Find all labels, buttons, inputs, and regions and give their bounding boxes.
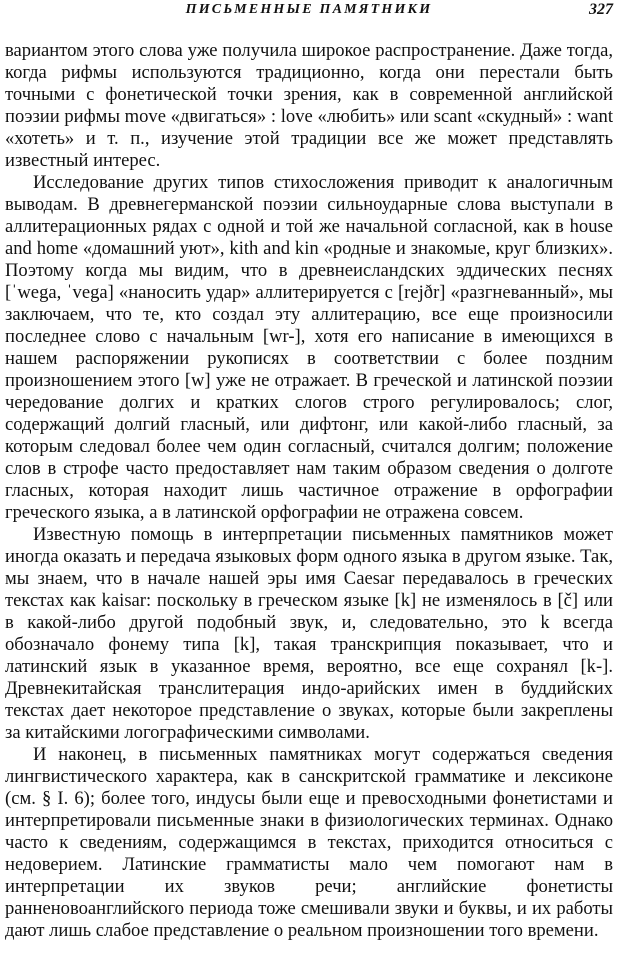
page-header [5, 0, 613, 26]
paragraph-continuation: вариантом этого слова уже получила широкое распространение. Даже тогда, когда рифмы используются традиционно, когда они перестали быть точными с фонетической точки зрения, как в современной английской поэзии рифмы move «двигаться» : love «любить» или scant «скудный» : want «хотеть» и т. п., изучение этой традиции все же может представлять известный интерес. [5, 40, 613, 171]
running-head: ПИСЬМЕННЫЕ ПАМЯТНИКИ [185, 2, 433, 17]
paragraph: Известную помощь в интерпретации письменных памятников может иногда оказать и передача языковых форм одного языка в другом языке. Так, мы знаем, что в начале нашей эры имя Caesar передавалось в греческих текстах как kaisar: поскольку в греческом языке [k] не изменялось в [č] или в какой-либо другой подобный звук, и, следовательно, это k всегда обозначало фонему типа [k], такая транскрипция показывает, что и латинский язык в указанное время, вероятно, все еще сохранял [k-]. Древнекитайская транслитерация индо-арийских имен в буддийских текстах дает некоторое представление о звуках, которые были закреплены за китайскими логографическими символами. [5, 524, 613, 743]
paragraph: Исследование других типов стихосложения приводит к аналогичным выводам. В древнегерманской поэзии сильноударные слова выступали в аллитерационных рядах с одной и той же начальной согласной, как в house and home «домашний уют», kith and kin «родные и знакомые, круг близких». Поэтому когда мы видим, что в древнеисландских эддических песнях [ˈwega, ˈvega] «наносить удар» аллитерируется с [rejðr] «разгневанный», мы заключаем, что те, кто создал эту аллитерацию, все еще произносили последнее слово с начальным [wr-], хотя его написание в имеющихся в нашем распоряжении рукописях в соответствии с более поздним произношением этого [w] уже не отражает. В греческой и латинской поэзии чередование долгих и кратких слогов строго регулировалось; слог, содержащий долгий гласный, или дифтонг, или какой-либо гласный, за которым следовал более чем один согласный, считался долгим; положение слов в строфе часто предоставляет нам таким образом сведения о долготе гласных, которая находит лишь частичное отражение в орфографии греческого языка, а в латинской орфографии не отражена совсем. [5, 172, 613, 523]
body-text [5, 40, 613, 942]
page-number: 327 [589, 1, 613, 18]
paragraph: И наконец, в письменных памятниках могут содержаться сведения лингвистического характера, как в санскритской грамматике и лексиконе (см. § I. 6); более того, индусы были еще и превосходными фонетистами и интерпретировали письменные знаки в физиологических терминах. Однако часто к сведениям, содержащимся в текстах, приходится относиться с недоверием. Латинские грамматисты мало чем помогают нам в интерпретации их звуков речи; английские фонетисты ранненовоанглийского периода тоже смешивали звуки и буквы, и их работы дают лишь слабое представление о реальном произношении того времени. [5, 744, 613, 941]
